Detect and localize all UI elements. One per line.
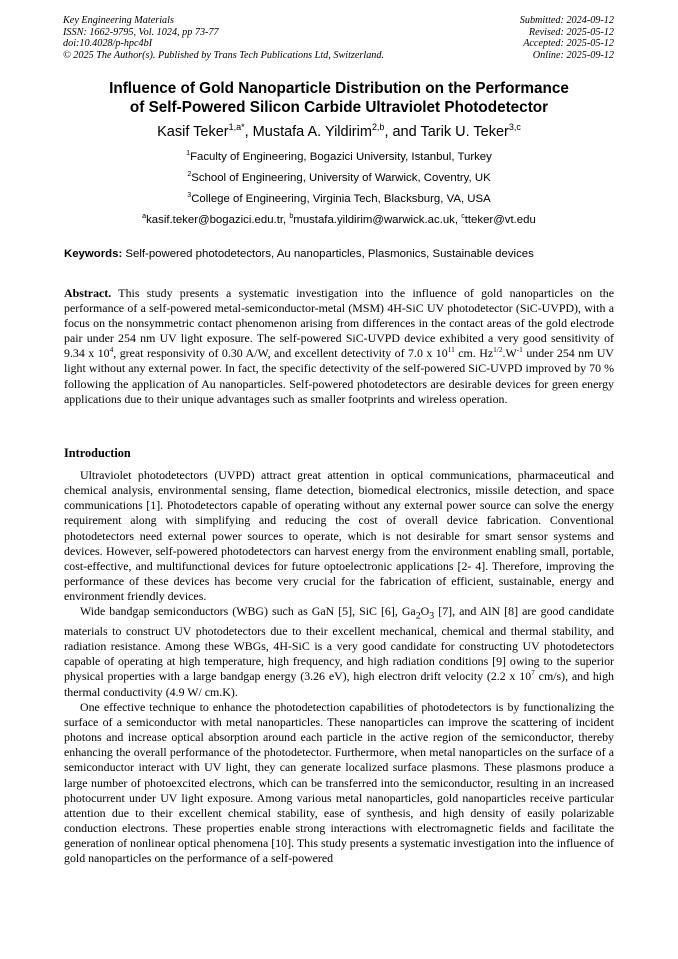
- date-submitted: Submitted: 2024-09-12: [519, 15, 614, 26]
- email-marker: a: [142, 213, 147, 221]
- email-text: tteker@vt.edu: [464, 214, 536, 226]
- journal-copyright: © 2025 The Author(s). Published by Trans Tech Publications Ltd, Switzerland.: [63, 49, 385, 61]
- paragraph-text: [7], and AlN [8] are good candidate materials to construct UV photodetectors due to their excellent mechanical, chemical and thermal stability, and radiation resistance. Among these WBGs, 4H-SiC is a very good candidate for constructing UV photodetectors capable of operating at high temperature, high frequency, and high radiation conditions [9] owing to the superior physical properties with a large bandgap energy (3.26 eV), high electron drift velocity (2.2 x 10: [64, 604, 614, 684]
- section-heading: Introduction: [64, 446, 131, 460]
- email-marker: c: [461, 213, 465, 221]
- abstract-text: cm. Hz: [454, 346, 494, 361]
- abstract-text: This study presents a systematic investigation into the influence of gold nanoparticles on the performance of a self-powered metal-semiconductor-metal (MSM) 4H-SiC UV photodetector (SiC-UVPD), with a focus on the nonsymmetric contact phenomenon arising from differences in the contact areas of the gold electrode pair under 254 nm UV light exposure. The self-powered SiC-UVPD device exhibited a very good sensitivity of 9.34 x 10: [64, 286, 614, 361]
- journal-info: [63, 15, 384, 61]
- affiliation: [40, 193, 638, 205]
- paragraph-text: Wide bandgap semiconductors (WBG) such as GaN [5], SiC [6], Ga: [80, 604, 416, 619]
- keywords: [64, 248, 616, 260]
- date-accepted: Accepted: 2025-05-12: [523, 38, 614, 50]
- author-marker: 2,b: [371, 122, 385, 133]
- paragraph-text: O: [420, 604, 430, 619]
- paragraph: One effective technique to enhance the photodetection capabilities of photodetectors is by functionalizing the surface of a semiconductor with metal nanoparticles. These nanoparticles can improve the scattering of incident photons and increase optical absorption around each particle in the active region of the semiconductor, thereby enhancing the overall performance of the photodetector. Furthermore, when metal nanoparticles on the surface of a semiconductor interact with UV light, they can generate localized surface plasmons. These plasmons produce a large number of photoexcited electrons, which can be transferred into the semiconductor, resulting in an increased photocurrent under UV light exposure. Among various metal nanoparticles, gold nanoparticles receive particular attention due to their excellent chemical stability, ease of synthesis, and high density of easily polarizable conduction electrons. These properties enable strong interactions with electromagnetic fields and facilitate the generation of nonlinear optical phenomena [10]. This study presents a systematic investigation into the influence of gold nanoparticles on the performance of a self-powered: [64, 699, 614, 866]
- affiliation-text: School of Engineering, University of Warwick, Coventry, UK: [191, 172, 491, 184]
- introduction-body: [64, 468, 614, 866]
- title-line-1: Influence of Gold Nanoparticle Distribution on the Performance: [109, 80, 569, 97]
- affiliation: [40, 172, 638, 184]
- title-line-2: of Self-Powered Silicon Carbide Ultraviolet Photodetector: [129, 98, 549, 116]
- keywords-label: Keywords:: [64, 248, 123, 260]
- date-revised: Revised: 2025-05-12: [528, 26, 614, 38]
- affiliation-marker: 1: [186, 150, 191, 158]
- abstract: [64, 286, 614, 407]
- abstract-label: Abstract.: [64, 286, 112, 300]
- author-marker: 1,a*: [228, 122, 245, 133]
- author-separator: ,: [244, 124, 253, 140]
- journal-issn: ISSN: 1662-9795, Vol. 1024, pp 73-77: [63, 26, 219, 38]
- paragraph: Ultraviolet photodetectors (UVPD) attract great attention in optical communications, pharmaceutical and chemical analysis, environmental sensing, flame detection, biomedical electronics, missile detection, and space communications [1]. Photodetectors capable of operating without any external power source can solve the energy requirement along with simplifying and reducing the cost of overall device fabrication. Conventional photodetectors need external power sources to operate, which is not desirable for smart sensor systems and devices. However, self-powered photodetectors can harvest energy from the environment enabling small, portable, cost-effective, and multifunctional devices for future optoelectronic applications [2- 4]. Therefore, improving the performance of these devices has become very crucial for the fabrication of efficient, sustainable, energy and environment friendly devices.: [64, 468, 614, 604]
- author-name: Tarik U. Teker: [420, 124, 509, 140]
- email-marker: b: [289, 213, 294, 221]
- abstract-superscript: 11: [447, 345, 455, 355]
- paper-title: [40, 80, 638, 117]
- superscript: 7: [531, 668, 535, 678]
- author-separator: , and: [384, 124, 421, 140]
- affiliation-text: College of Engineering, Virginia Tech, Blacksburg, VA, USA: [191, 193, 491, 205]
- abstract-text: .W: [502, 346, 517, 361]
- author-name: Mustafa A. Yildirim: [252, 124, 372, 140]
- author-name: Kasif Teker: [157, 124, 229, 140]
- paragraph-text: cm/s), and high thermal conductivity (4.9 W/ cm.K).: [64, 669, 614, 699]
- email-text: kasif.teker@bogazici.edu.tr,: [146, 214, 290, 226]
- affiliation-text: Faculty of Engineering, Bogazici University, Istanbul, Turkey: [190, 151, 492, 163]
- journal-name: Key Engineering Materials: [63, 15, 174, 26]
- abstract-superscript: -1: [516, 345, 523, 355]
- paragraph: [64, 604, 614, 699]
- abstract-superscript: 1/2: [493, 345, 503, 355]
- journal-doi: doi:10.4028/p-hpc4bI: [63, 38, 153, 50]
- affiliation-marker: 2: [187, 171, 192, 179]
- abstract-text: under 254 nm UV light without any external power. In fact, the specific detectivity of the self-powered SiC-UVPD improved by 70 % following the application of Au nanoparticles. Self-powered photodetectors are desirable devices for green energy applications due to their unique advantages such as smaller footprints and wireless operation.: [64, 346, 615, 406]
- affiliation-marker: 3: [187, 192, 192, 200]
- subscript: 3: [429, 610, 435, 622]
- author-marker: 3,c: [508, 122, 521, 133]
- author-list: [40, 124, 638, 140]
- publication-dates: [520, 15, 614, 61]
- email-text: mustafa.yildirim@warwick.ac.uk,: [293, 214, 462, 226]
- keywords-text: Self-powered photodetectors, Au nanoparticles, Plasmonics, Sustainable devices: [122, 248, 534, 260]
- abstract-superscript: 4: [109, 345, 114, 355]
- date-online: Online: 2025-09-12: [532, 49, 614, 61]
- author-emails: [40, 214, 638, 226]
- abstract-text: , great responsivity of 0.30 A/W, and excellent detectivity of 7.0 x 10: [113, 346, 448, 361]
- subscript: 2: [415, 610, 421, 622]
- affiliation: [40, 151, 638, 163]
